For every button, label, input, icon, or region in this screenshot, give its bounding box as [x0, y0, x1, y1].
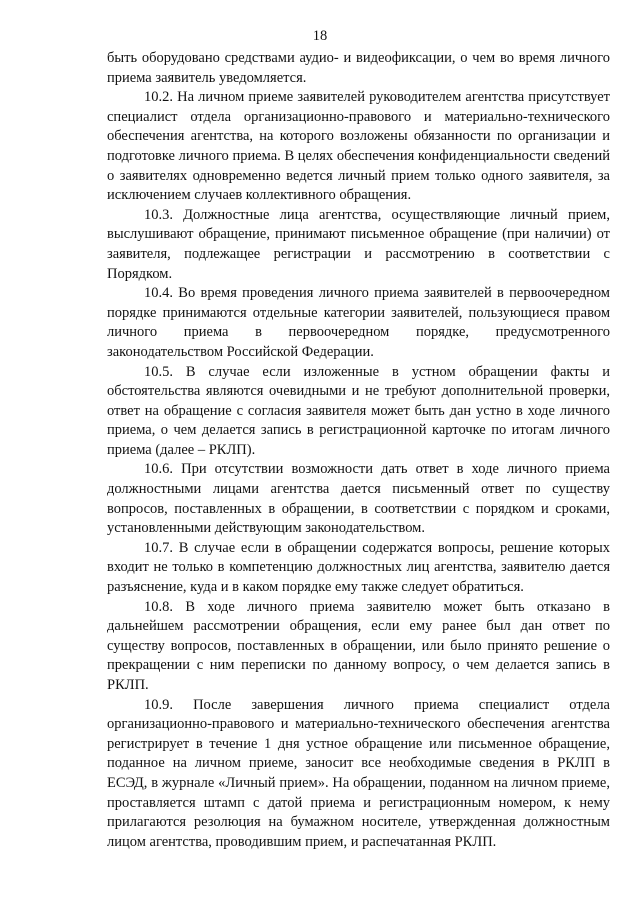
document-body [107, 49, 610, 852]
paragraph-10-3: 10.3. Должностные лица агентства, осуществляющие личный прием, выслушивают обращение, принимают письменное обращение (при наличии) от заявителя, подлежащее регистрации и рассмотрению в соответствии с Порядком. [107, 206, 610, 282]
paragraph-10-7: 10.7. В случае если в обращении содержатся вопросы, решение которых входит не только в компетенцию должностных лиц агентства, заявителю дается разъяснение, куда и в каком порядке ему также следует обратиться. [107, 539, 610, 596]
paragraph-10-2: 10.2. На личном приеме заявителей руководителем агентства присутствует специалист отдела организационно-правового и материально-технического обеспечения агентства, на которого возложены обязанности по организации и подготовке личного приема. В целях обеспечения конфиденциальности сведений о заявителях одновременно ведется личный прием только одного заявителя, за исключением случаев коллективного обращения. [107, 89, 610, 204]
paragraph-10-4: 10.4. Во время проведения личного приема заявителей в первоочередном порядке принимаются отдельные категории заявителей, пользующиеся правом личного приема в первоочередном порядке, предусмотренного законодательством Российской Федерации. [107, 285, 610, 360]
page-number: 18 [312, 28, 328, 44]
paragraph-10-8: 10.8. В ходе личного приема заявителю может быть отказано в дальнейшем рассмотрении обращения, если ему ранее был дан ответ по существу вопросов, поставленных в обращении, или было принято решение о прекращении с ним переписки по данному вопросу, о чем делается запись в РКЛП. [107, 598, 610, 693]
paragraph-10-9: 10.9. После завершения личного приема специалист отдела организационно-правового и материально-технического обеспечения агентства регистрирует в течение 1 дня устное обращение или письменное обращение, поданное на личном приеме, заносит все необходимые сведения в РКЛП в ЕСЭД, в журнале «Личный прием». На обращении, поданном на личном приеме, проставляется штамп с датой приема и регистрационным номером, к нему прилагаются резолюция на бумажном носителе, утвержденная должностным лицом агентства, проводившим прием, и распечатанная РКЛП. [107, 696, 610, 850]
paragraph-10-5: 10.5. В случае если изложенные в устном обращении факты и обстоятельства являются очевидными и не требуют дополнительной проверки, ответ на обращение с согласия заявителя может быть дан устно в ходе личного приема, о чем делается запись в регистрационной карточке по итогам личного приема (далее – РКЛП). [107, 363, 610, 458]
paragraph-10-6: 10.6. При отсутствии возможности дать ответ в ходе личного приема должностными лицами агентства дается письменный ответ по существу вопросов, поставленных в обращении, в соответствии с порядком и сроками, установленными действующим законодательством. [107, 461, 610, 537]
paragraph-continuation: быть оборудовано средствами аудио- и видеофиксации, о чем во время личного приема заявитель уведомляется. [107, 50, 610, 86]
